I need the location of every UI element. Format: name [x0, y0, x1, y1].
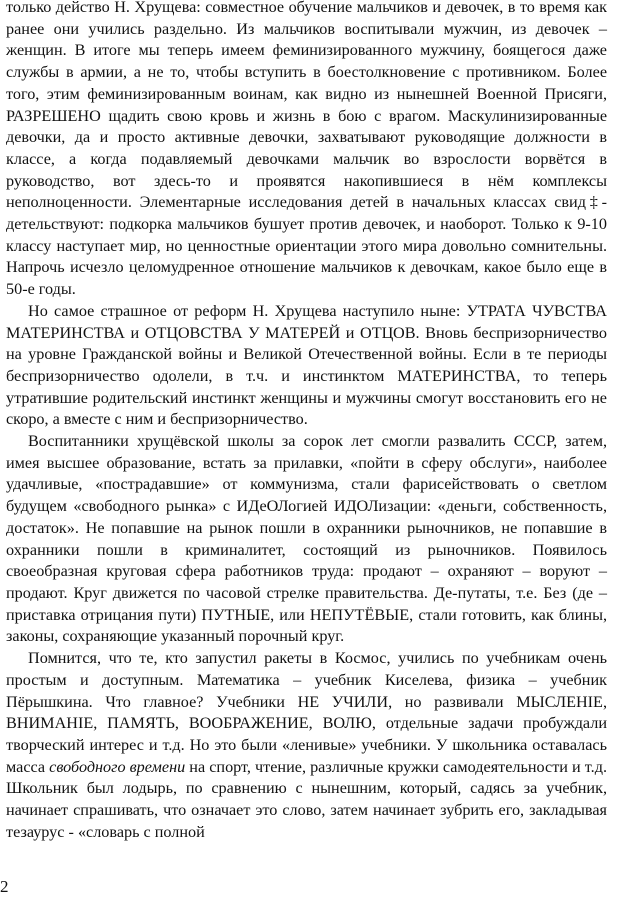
paragraph-4 [6, 648, 607, 843]
paragraph-text: Но самое страшное от реформ Н. Хрущева наступило ныне: УТРАТА ЧУВСТВА МАТЕРИНСТВА и ОТЦОВСТВА У МАТЕРЕЙ и ОТЦОВ. Вновь беспризорничество на уровне Гражданской войны и Великой Отечественной войны. Если в те периоды беспризорничество одолели, в т.ч. и инстинктом МАТЕРИНСТВА, то теперь утратившие родительский инстинкт женщины и мужчины смогут восстановить его не скоро, а вместе с ним и беспризорничество. [6, 301, 607, 429]
paragraph-1 [6, 0, 607, 301]
paragraph-2 [6, 301, 607, 431]
paragraph-text: Помнится, что те, кто запустил ракеты в Космос, учились по учебникам очень простым и доступным. Математика – учебник Киселева, физика – учебник Пёрышкина. Что главное? Учебники НЕ УЧИЛИ, но развивали МЫСЛЕНIE, ВНИМАНIE, ПАМЯТЬ, ВООБРАЖЕНИЕ, ВОЛЮ, отдельные задачи пробуждали творческий интерес и т.д. Но это были «ленивые» учебники. У школьника оставалась масса [6, 649, 607, 776]
paragraph-text: только действо Н. Хрущева: совместное обучение мальчиков и девочек, в то время как ранее они учились раздельно. Из мальчиков воспитывали мужчин, из девочек – женщин. В итоге мы теперь имеем феминизированного мужчину, боящегося даже службы в армии, а не то, чтобы вступить в боестолкновение с противником. Более того, этим феминизированным воинам, как видно из нынешней Военной Присяги, РАЗРЕШЕНО щадить свою кровь и жизнь в бою с врагом. Маскулинизированные девочки, да и просто активные девочки, захватывают руководящие должности в классе, а когда подавляемый девочками мальчик во взрослости ворвётся в руководство, вот здесь-то и проявятся накопившиеся в нём комплексы неполноценности. Элементарные исследования детей в начальных классах свид‡-детельствуют: подкорка мальчиков бушует против девочек, и наоборот. Только к 9-10 классу наступает мир, но ценностные ориентации этого мира довольно сомнительны. Напрочь исчезло целомудренное отношение мальчиков к девочкам, какое было еще в 50-е годы. [6, 0, 607, 299]
paragraph-text: на спорт, чтение, различные кружки самодеятельности и т.д. Школьник был лодырь, по сравнению с нынешним, который, садясь за учебник, начинает спрашивать, что означает это слово, затем начинает зубрить его, закладывая тезаурус - «словарь с полной [6, 757, 607, 841]
body-text [6, 0, 607, 843]
paragraph-3 [6, 431, 607, 648]
paragraph-text: Воспитанники хрущёвской школы за сорок лет смогли развалить СССР, затем, имея высшее образование, встать за прилавки, «пойти в сферу обслуги», наиболее удачливые, «пострадавшие» от коммунизма, стали фарисействовать о светлом будущем «свободного рынка» с ИДеОЛогией ИДОЛизации: «деньги, собственность, достаток». Не попавшие на рынок пошли в охранники рыночников, не попавшие в охранники пошли в криминалитет, состоящий из рыночников. Появилось своеобразная круговая сфера работников труда: продают – охраняют – воруют – продают. Круг движется по часовой стрелке правительства. Де-путаты, т.е. Без (де – приставка отрицания пути) ПУТНЫЕ, или НЕПУТЁВЫЕ, стали готовить, как блины, законы, сохраняющие указанный порочный круг. [6, 432, 607, 646]
page-number: 2 [0, 877, 9, 896]
italic-phrase: свободного времени [49, 757, 186, 776]
